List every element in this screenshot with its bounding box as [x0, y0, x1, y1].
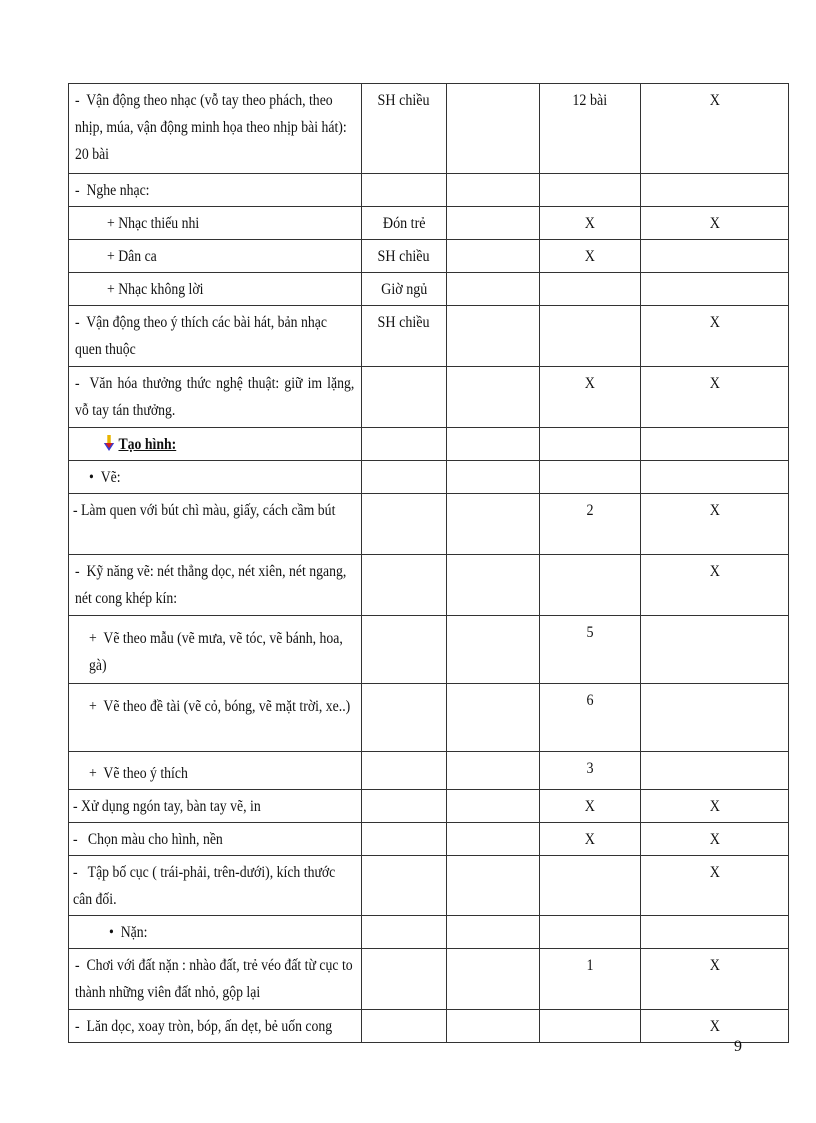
col-a-cell — [447, 949, 540, 1010]
time-cell — [362, 174, 447, 207]
col-b-cell: X — [540, 823, 641, 856]
time-cell: SH chiều — [362, 306, 447, 367]
col-b-cell: 3 — [540, 752, 641, 790]
time-cell — [362, 616, 447, 684]
time-cell — [362, 555, 447, 616]
col-b-cell — [540, 461, 641, 494]
col-a-cell — [447, 684, 540, 752]
time-cell — [362, 916, 447, 949]
table-row — [69, 367, 789, 428]
col-a-cell — [447, 752, 540, 790]
activity-cell: • Vẽ: — [69, 461, 362, 494]
table-row — [69, 174, 789, 207]
arrow-down-bullet-icon — [103, 435, 115, 451]
activity-cell: + Nhạc thiếu nhi — [69, 207, 362, 240]
activity-cell: - Xử dụng ngón tay, bàn tay vẽ, in — [69, 790, 362, 823]
col-b-cell: 2 — [540, 494, 641, 555]
col-a-cell — [447, 84, 540, 174]
col-c-cell: X — [641, 306, 789, 367]
col-a-cell — [447, 1010, 540, 1043]
activity-cell: + Vẽ theo đề tài (vẽ cỏ, bóng, vẽ mặt trời, xe..) — [69, 684, 362, 752]
col-a-cell — [447, 240, 540, 273]
time-cell — [362, 790, 447, 823]
col-c-cell — [641, 684, 789, 752]
col-c-cell — [641, 916, 789, 949]
table-row — [69, 790, 789, 823]
table-row — [69, 949, 789, 1010]
col-b-cell — [540, 273, 641, 306]
col-c-cell: X — [641, 555, 789, 616]
time-cell — [362, 949, 447, 1010]
table-row — [69, 273, 789, 306]
col-c-cell — [641, 428, 789, 461]
activity-cell: - Làm quen với bút chì màu, giấy, cách cầm bút — [69, 494, 362, 555]
table-row — [69, 207, 789, 240]
activity-cell: - Vận động theo nhạc (vỗ tay theo phách, theo nhịp, múa, vận động minh họa theo nhịp bài hát): 20 bài — [69, 84, 362, 174]
col-c-cell: X — [641, 494, 789, 555]
activity-cell: - Chơi với đất nặn : nhào đất, trẻ véo đất từ cục to thành những viên đất nhỏ, gộp lại — [69, 949, 362, 1010]
activity-cell: Tạo hình: — [69, 428, 362, 461]
col-b-cell — [540, 1010, 641, 1043]
col-a-cell — [447, 555, 540, 616]
activity-cell: + Vẽ theo ý thích — [69, 752, 362, 790]
col-b-cell — [540, 916, 641, 949]
col-b-cell: X — [540, 207, 641, 240]
col-a-cell — [447, 174, 540, 207]
col-b-cell — [540, 555, 641, 616]
col-c-cell — [641, 461, 789, 494]
col-a-cell — [447, 273, 540, 306]
col-c-cell: X — [641, 207, 789, 240]
activity-cell: + Nhạc không lời — [69, 273, 362, 306]
col-b-cell — [540, 856, 641, 916]
col-c-cell: X — [641, 823, 789, 856]
activity-cell: + Vẽ theo mẫu (vẽ mưa, vẽ tóc, vẽ bánh, hoa, gà) — [69, 616, 362, 684]
time-cell — [362, 1010, 447, 1043]
time-cell — [362, 494, 447, 555]
table-row — [69, 84, 789, 174]
table-row — [69, 461, 789, 494]
time-cell: SH chiều — [362, 240, 447, 273]
time-cell — [362, 428, 447, 461]
time-cell: Đón trẻ — [362, 207, 447, 240]
col-c-cell: X — [641, 856, 789, 916]
time-cell — [362, 823, 447, 856]
table-row — [69, 494, 789, 555]
col-a-cell — [447, 428, 540, 461]
col-c-cell: X — [641, 1010, 789, 1043]
activity-cell: - Chọn màu cho hình, nền — [69, 823, 362, 856]
activity-cell: - Tập bố cục ( trái-phải, trên-dưới), kích thước cân đối. — [69, 856, 362, 916]
col-b-cell: 1 — [540, 949, 641, 1010]
activity-cell: • Nặn: — [69, 916, 362, 949]
time-cell — [362, 856, 447, 916]
col-b-cell — [540, 306, 641, 367]
table-row — [69, 856, 789, 916]
table-row — [69, 752, 789, 790]
activity-cell: + Dân ca — [69, 240, 362, 273]
col-a-cell — [447, 461, 540, 494]
time-cell — [362, 684, 447, 752]
activity-cell: - Lăn dọc, xoay tròn, bóp, ấn dẹt, bẻ uốn cong — [69, 1010, 362, 1043]
col-c-cell: X — [641, 367, 789, 428]
table-row — [69, 240, 789, 273]
col-c-cell — [641, 752, 789, 790]
table-row — [69, 684, 789, 752]
table-row — [69, 616, 789, 684]
time-cell — [362, 752, 447, 790]
time-cell — [362, 461, 447, 494]
col-a-cell — [447, 823, 540, 856]
col-a-cell — [447, 616, 540, 684]
activity-cell: - Kỹ năng vẽ: nét thẳng dọc, nét xiên, nét ngang, nét cong khép kín: — [69, 555, 362, 616]
col-c-cell — [641, 174, 789, 207]
col-b-cell: X — [540, 240, 641, 273]
table-row — [69, 555, 789, 616]
table-row — [69, 823, 789, 856]
col-a-cell — [447, 856, 540, 916]
col-a-cell — [447, 494, 540, 555]
col-b-cell: X — [540, 367, 641, 428]
col-a-cell — [447, 306, 540, 367]
col-c-cell — [641, 616, 789, 684]
col-b-cell: 5 — [540, 616, 641, 684]
col-c-cell: X — [641, 949, 789, 1010]
col-c-cell: X — [641, 84, 789, 174]
activity-plan-table — [68, 83, 789, 1043]
col-a-cell — [447, 790, 540, 823]
col-b-cell: 6 — [540, 684, 641, 752]
col-c-cell — [641, 240, 789, 273]
time-cell — [362, 367, 447, 428]
page-number: 9 — [734, 1038, 742, 1055]
col-a-cell — [447, 367, 540, 428]
col-b-cell — [540, 428, 641, 461]
col-c-cell: X — [641, 790, 789, 823]
activity-cell: - Văn hóa thưởng thức nghệ thuật: giữ im lặng, vỗ tay tán thưởng. — [69, 367, 362, 428]
col-a-cell — [447, 207, 540, 240]
col-b-cell — [540, 174, 641, 207]
table-row — [69, 916, 789, 949]
time-cell: Giờ ngủ — [362, 273, 447, 306]
activity-cell: - Vận động theo ý thích các bài hát, bản nhạc quen thuộc — [69, 306, 362, 367]
col-b-cell: 12 bài — [540, 84, 641, 174]
time-cell: SH chiều — [362, 84, 447, 174]
activity-cell: - Nghe nhạc: — [69, 174, 362, 207]
col-c-cell — [641, 273, 789, 306]
col-a-cell — [447, 916, 540, 949]
col-b-cell: X — [540, 790, 641, 823]
table-row — [69, 428, 789, 461]
table-row — [69, 1010, 789, 1043]
table-row — [69, 306, 789, 367]
